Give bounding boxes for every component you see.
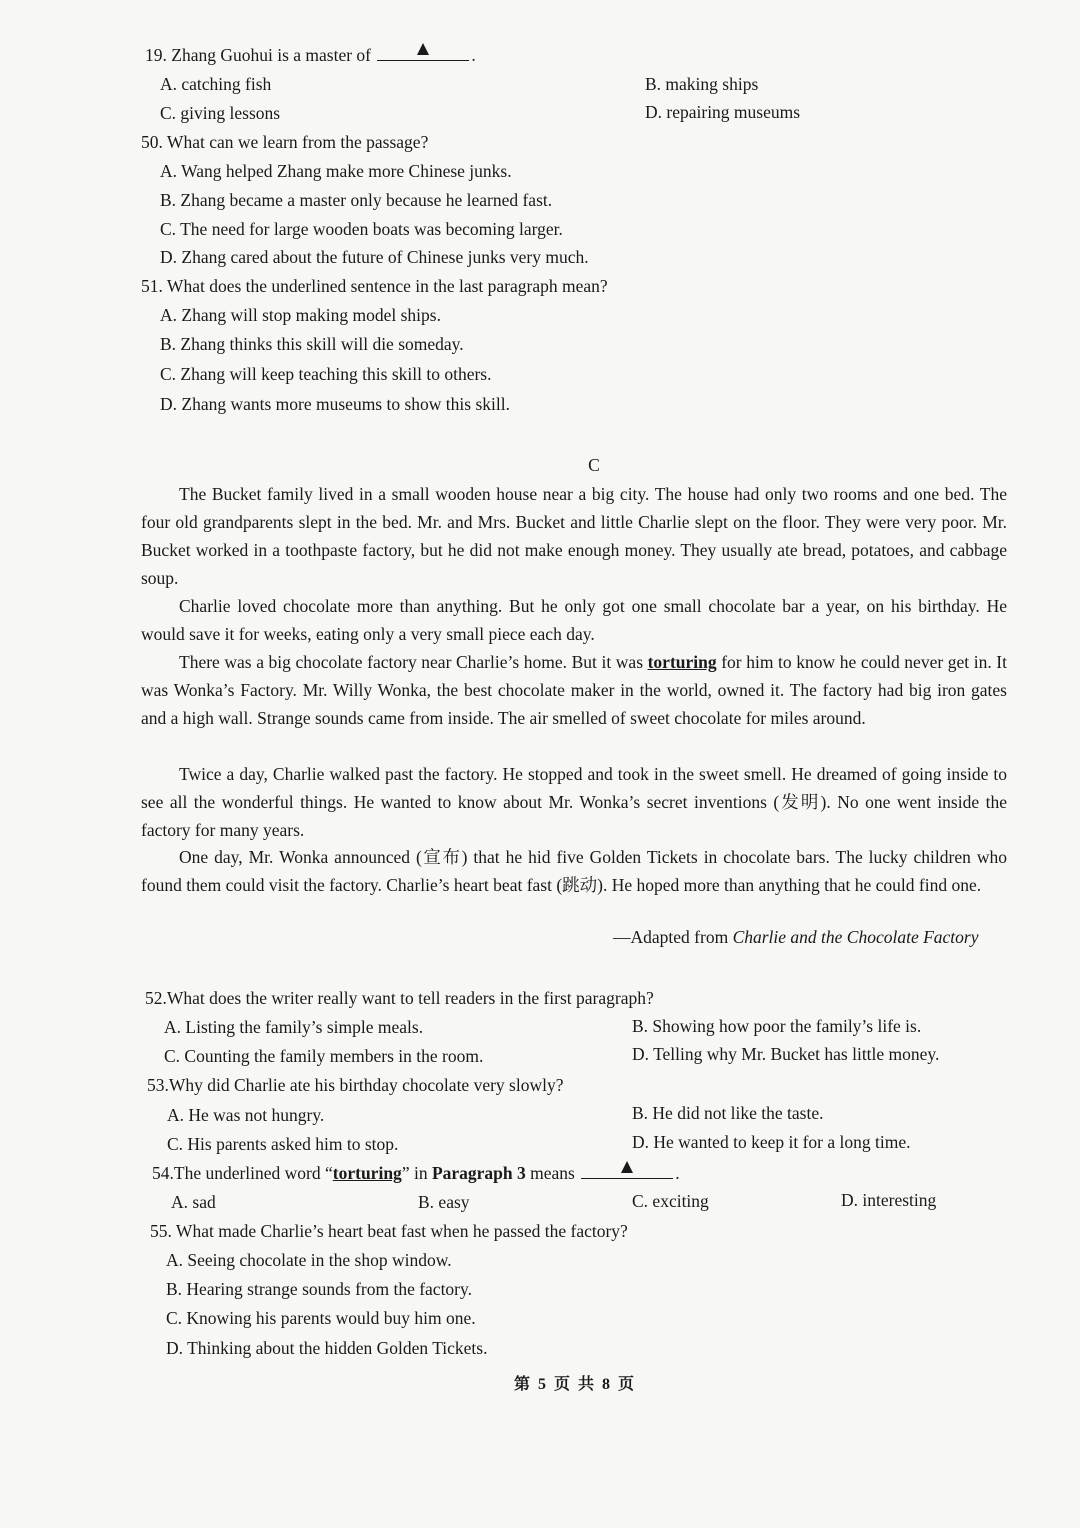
option-53-b: B. He did not like the taste. bbox=[632, 1103, 824, 1123]
option-54-d: D. interesting bbox=[841, 1190, 937, 1210]
triangle-marker-icon bbox=[417, 43, 429, 55]
option-49-c: C. giving lessons bbox=[160, 103, 281, 123]
option-50-c: C. The need for large wooden boats was becoming larger. bbox=[160, 219, 563, 239]
option-55-b: B. Hearing strange sounds from the factory. bbox=[166, 1279, 473, 1299]
passage-paragraph-4: Twice a day, Charlie walked past the factory. He stopped and took in the sweet smell. He dreamed of going inside to see all the wonderful things. He wanted to know about Mr. Wonka’s secret inventions (发明). No one went inside the factory for many years. bbox=[141, 764, 1007, 840]
option-52-b: B. Showing how poor the family’s life is. bbox=[632, 1016, 922, 1036]
option-55-a: A. Seeing chocolate in the shop window. bbox=[166, 1250, 452, 1270]
passage-paragraph-1: The Bucket family lived in a small wooden house near a big city. The house had only two rooms and one bed. The four old grandparents slept in the bed. Mr. and Mrs. Bucket and little Charlie slept on the floor. They were very poor. Mr. Bucket worked in a toothpaste factory, but he did not make enough money. They usually ate bread, potatoes, and cabbage soup. bbox=[141, 484, 1007, 588]
option-52-d: D. Telling why Mr. Bucket has little money. bbox=[632, 1044, 940, 1064]
passage-source: —Adapted from Charlie and the Chocolate Factory bbox=[613, 927, 979, 947]
option-54-b: B. easy bbox=[418, 1192, 470, 1212]
option-55-c: C. Knowing his parents would buy him one. bbox=[166, 1308, 476, 1328]
option-50-d: D. Zhang cared about the future of Chinese junks very much. bbox=[160, 247, 589, 267]
question-51-stem: 51. What does the underlined sentence in the last paragraph mean? bbox=[141, 276, 608, 296]
option-51-d: D. Zhang wants more museums to show this skill. bbox=[160, 394, 510, 414]
option-53-d: D. He wanted to keep it for a long time. bbox=[632, 1132, 911, 1152]
passage-paragraph-3: There was a big chocolate factory near Charlie’s home. But it was torturing for him to know he could never get in. It was Wonka’s Factory. Mr. Willy Wonka, the best chocolate maker in the world, owned it. The factory had big iron gates and a high wall. Strange sounds came from inside. The air smelled of sweet chocolate for miles around. bbox=[141, 652, 1007, 728]
answer-blank bbox=[581, 1162, 673, 1179]
underlined-word: torturing bbox=[647, 652, 717, 672]
option-54-a: A. sad bbox=[171, 1192, 216, 1212]
underlined-word-ref: torturing bbox=[332, 1163, 402, 1183]
question-54: 54.The underlined word “torturing” in Paragraph 3 means . bbox=[152, 1163, 680, 1183]
answer-blank bbox=[377, 44, 469, 61]
option-50-a: A. Wang helped Zhang make more Chinese junks. bbox=[160, 161, 512, 181]
option-49-d: D. repairing museums bbox=[645, 102, 801, 122]
passage-paragraph-5: One day, Mr. Wonka announced (宣布) that he hid five Golden Tickets in chocolate bars. The lucky children who found them could visit the factory. Charlie’s heart beat fast (跳动). He hoped more than anything that he could find one. bbox=[141, 847, 1007, 895]
option-52-a: A. Listing the family’s simple meals. bbox=[164, 1017, 424, 1037]
option-49-b: B. making ships bbox=[645, 74, 759, 94]
option-51-a: A. Zhang will stop making model ships. bbox=[160, 305, 441, 325]
option-53-a: A. He was not hungry. bbox=[167, 1105, 325, 1125]
page-number: 第 5 页 共 8 页 bbox=[513, 1376, 636, 1393]
option-53-c: C. His parents asked him to stop. bbox=[167, 1134, 399, 1154]
option-55-d: D. Thinking about the hidden Golden Tickets. bbox=[166, 1338, 488, 1358]
passage-heading: C bbox=[588, 455, 600, 475]
triangle-marker-icon bbox=[621, 1161, 633, 1173]
question-50-stem: 50. What can we learn from the passage? bbox=[141, 132, 429, 152]
question-53-stem: 53.Why did Charlie ate his birthday chocolate very slowly? bbox=[147, 1075, 564, 1095]
source-title: Charlie and the Chocolate Factory bbox=[732, 927, 979, 947]
option-49-a: A. catching fish bbox=[160, 74, 272, 94]
option-50-b: B. Zhang became a master only because he learned fast. bbox=[160, 190, 553, 210]
question-49: 19. Zhang Guohui is a master of . bbox=[145, 45, 476, 65]
question-49-stem: 19. Zhang Guohui is a master of bbox=[145, 45, 371, 65]
option-54-c: C. exciting bbox=[632, 1191, 709, 1211]
option-51-b: B. Zhang thinks this skill will die someday. bbox=[160, 334, 464, 354]
option-52-c: C. Counting the family members in the room. bbox=[164, 1046, 484, 1066]
option-51-c: C. Zhang will keep teaching this skill to others. bbox=[160, 364, 492, 384]
passage-paragraph-2: Charlie loved chocolate more than anything. But he only got one small chocolate bar a year, on his birthday. He would save it for weeks, eating only a very small piece each day. bbox=[141, 596, 1007, 644]
question-55-stem: 55. What made Charlie’s heart beat fast when he passed the factory? bbox=[150, 1221, 628, 1241]
question-52-stem: 52.What does the writer really want to tell readers in the first paragraph? bbox=[145, 988, 654, 1008]
paragraph-ref: Paragraph 3 bbox=[431, 1163, 526, 1183]
